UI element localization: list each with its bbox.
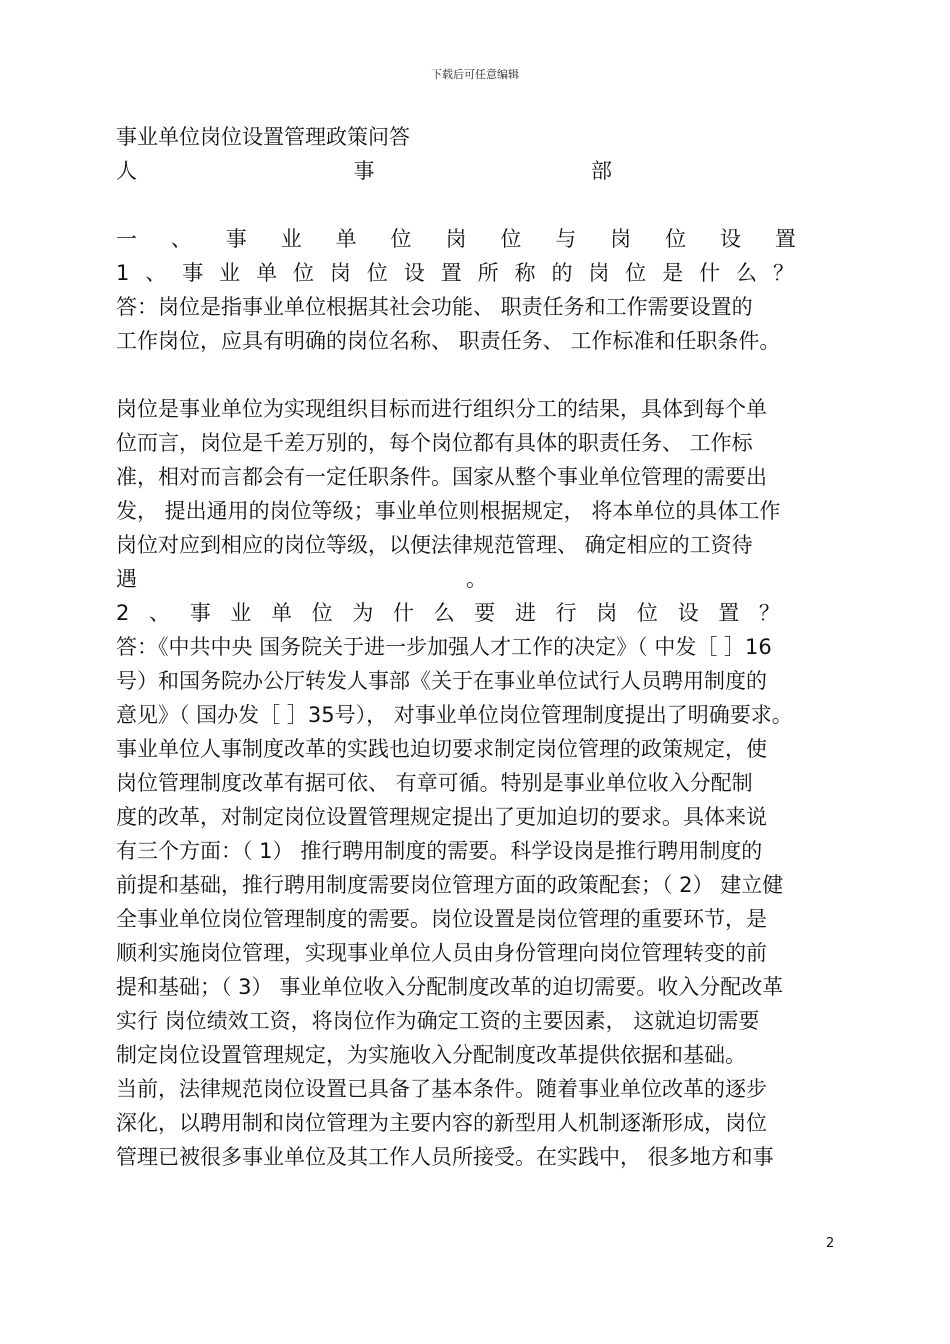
heading-char: 单: [271, 601, 292, 625]
heading-char: 部: [591, 159, 612, 183]
heading-char: 岗: [445, 227, 467, 251]
text-line: 度的改革，对制定岗位设置管理规定提出了更加迫切的要求。具体来说: [116, 805, 767, 829]
heading-char: 岗: [329, 261, 351, 285]
question-1: [116, 256, 794, 290]
heading-char: 1: [116, 261, 130, 285]
text-line: 答：《中共中央 国务院关于进一步加强人才工作的决定》（ 中发［ ］16: [116, 635, 772, 659]
text-line: 当前，法律规范岗位设置已具备了基本条件。随着事业单位改革的逐步: [116, 1077, 767, 1101]
heading-char: 、: [170, 227, 192, 251]
paragraph-1: [116, 392, 840, 562]
heading-char: 置: [440, 261, 462, 285]
heading-char: 什: [392, 601, 414, 625]
text-line: 答：岗位是指事业单位根据其社会功能、 职责任务和工作需要设置的: [116, 295, 753, 319]
paragraph-1-last-line: [116, 562, 840, 596]
heading-char: 设: [403, 261, 425, 285]
heading-char: 行: [555, 601, 577, 625]
heading-char: 所: [477, 261, 499, 285]
heading-char: 置: [718, 601, 740, 625]
heading-char: 进: [514, 601, 536, 625]
heading-char: 、: [145, 261, 167, 285]
text-line: 岗位对应到相应的岗位等级，以便法律规范管理、 确定相应的工资待: [116, 533, 753, 557]
text-line: 有三个方面：（ 1） 推行聘用制度的需要。科学设岗是推行聘用制度的: [116, 839, 763, 863]
heading-char: 设: [677, 601, 699, 625]
heading-char: 么: [736, 261, 758, 285]
heading-char: 事: [189, 601, 211, 625]
heading-char: 位: [390, 227, 412, 251]
text-line: 制定岗位设置管理规定，为实施收入分配制度改革提供依据和基础。: [116, 1043, 746, 1067]
heading-char: 业: [280, 227, 302, 251]
heading-char: 单: [256, 261, 278, 285]
answer-2: [116, 630, 840, 1174]
text-line: 事业单位人事制度改革的实践也迫切要求制定岗位管理的政策规定，使: [116, 737, 767, 761]
text-line: 号）和国务院办公厅转发人事部《关于在事业单位试行人员聘用制度的: [116, 669, 767, 693]
heading-char: 一: [116, 227, 137, 251]
heading-char: 位: [625, 261, 647, 285]
heading-char: 岗: [610, 227, 632, 251]
heading-char: 2: [116, 601, 130, 625]
text-line: 全事业单位岗位管理制度的需要。岗位设置是岗位管理的重要环节，是: [116, 907, 767, 931]
heading-char: 位: [500, 227, 522, 251]
heading-char: 么: [433, 601, 455, 625]
heading-char: 事: [225, 227, 247, 251]
text-line: 岗位是事业单位为实现组织目标而进行组织分工的结果，具体到每个单: [116, 397, 767, 421]
spacer: [116, 188, 840, 222]
page-number: 2: [826, 1236, 835, 1251]
text-line: 准，相对而言都会有一定任职条件。国家从整个事业单位管理的需要出: [116, 465, 767, 489]
heading-char: 置: [774, 227, 796, 251]
answer-1: [116, 290, 840, 358]
text-line: 深化，以聘用制和岗位管理为主要内容的新型用人机制逐渐形成，岗位: [116, 1111, 767, 1135]
heading-char: 什: [699, 261, 721, 285]
author-line: [116, 154, 612, 188]
text-line: 发， 提出通用的岗位等级；事业单位则根据规定， 将本单位的具体工作: [116, 499, 781, 523]
heading-char: 位: [292, 261, 314, 285]
heading-char: 位: [366, 261, 388, 285]
heading-char: 是: [662, 261, 684, 285]
heading-char: 为: [352, 601, 374, 625]
heading-char: 事: [182, 261, 204, 285]
heading-char: ？: [758, 601, 780, 625]
text-line: 位而言，岗位是千差万别的，每个岗位都有具体的职责任务、 工作标: [116, 431, 753, 455]
heading-char: 业: [219, 261, 241, 285]
text-line: 前提和基础，推行聘用制度需要岗位管理方面的政策配套；（ 2） 建立健: [116, 873, 784, 897]
text-line: 岗位管理制度改革有据可依、 有章可循。特别是事业单位收入分配制: [116, 771, 753, 795]
document-title: 事业单位岗位设置管理政策问答: [116, 125, 410, 149]
spacer: [116, 358, 840, 392]
heading-char: 、: [149, 601, 171, 625]
heading-char: 位: [636, 601, 658, 625]
heading-char: 岗: [596, 601, 618, 625]
heading-char: 业: [230, 601, 252, 625]
heading-char: 人: [116, 159, 137, 183]
text-line: 意见》（ 国办发［ ］35号）， 对事业单位岗位管理制度提出了明确要求。: [116, 703, 793, 727]
heading-char: 位: [665, 227, 687, 251]
page-header: 下载后可任意编辑: [431, 68, 519, 81]
document-body: [116, 120, 840, 1174]
heading-char: 称: [514, 261, 536, 285]
text-line: 工作岗位，应具有明确的岗位名称、 职责任务、 工作标准和任职条件。: [116, 329, 781, 353]
section-heading-1: [116, 222, 796, 256]
question-2: [116, 596, 780, 630]
paragraph-1-period: 。: [466, 567, 487, 591]
text-line: 管理已被很多事业单位及其工作人员所接受。在实践中， 很多地方和事: [116, 1145, 774, 1169]
heading-char: ？: [772, 261, 794, 285]
heading-char: 事: [353, 159, 375, 183]
text-line: 提和基础；（ 3） 事业单位收入分配制度改革的迫切需要。收入分配改革: [116, 975, 784, 999]
text-line: 顺利实施岗位管理，实现事业单位人员由身份管理向岗位管理转变的前: [116, 941, 767, 965]
heading-char: 的: [551, 261, 573, 285]
heading-char: 设: [719, 227, 741, 251]
heading-char: 与: [555, 227, 577, 251]
heading-char: 单: [335, 227, 357, 251]
heading-char: 岗: [588, 261, 610, 285]
text-line: 实行 岗位绩效工资，将岗位作为确定工资的主要因素， 这就迫切需要: [116, 1009, 760, 1033]
heading-char: 要: [474, 601, 496, 625]
paragraph-1-last-char: 遇: [116, 567, 137, 591]
heading-char: 位: [311, 601, 333, 625]
